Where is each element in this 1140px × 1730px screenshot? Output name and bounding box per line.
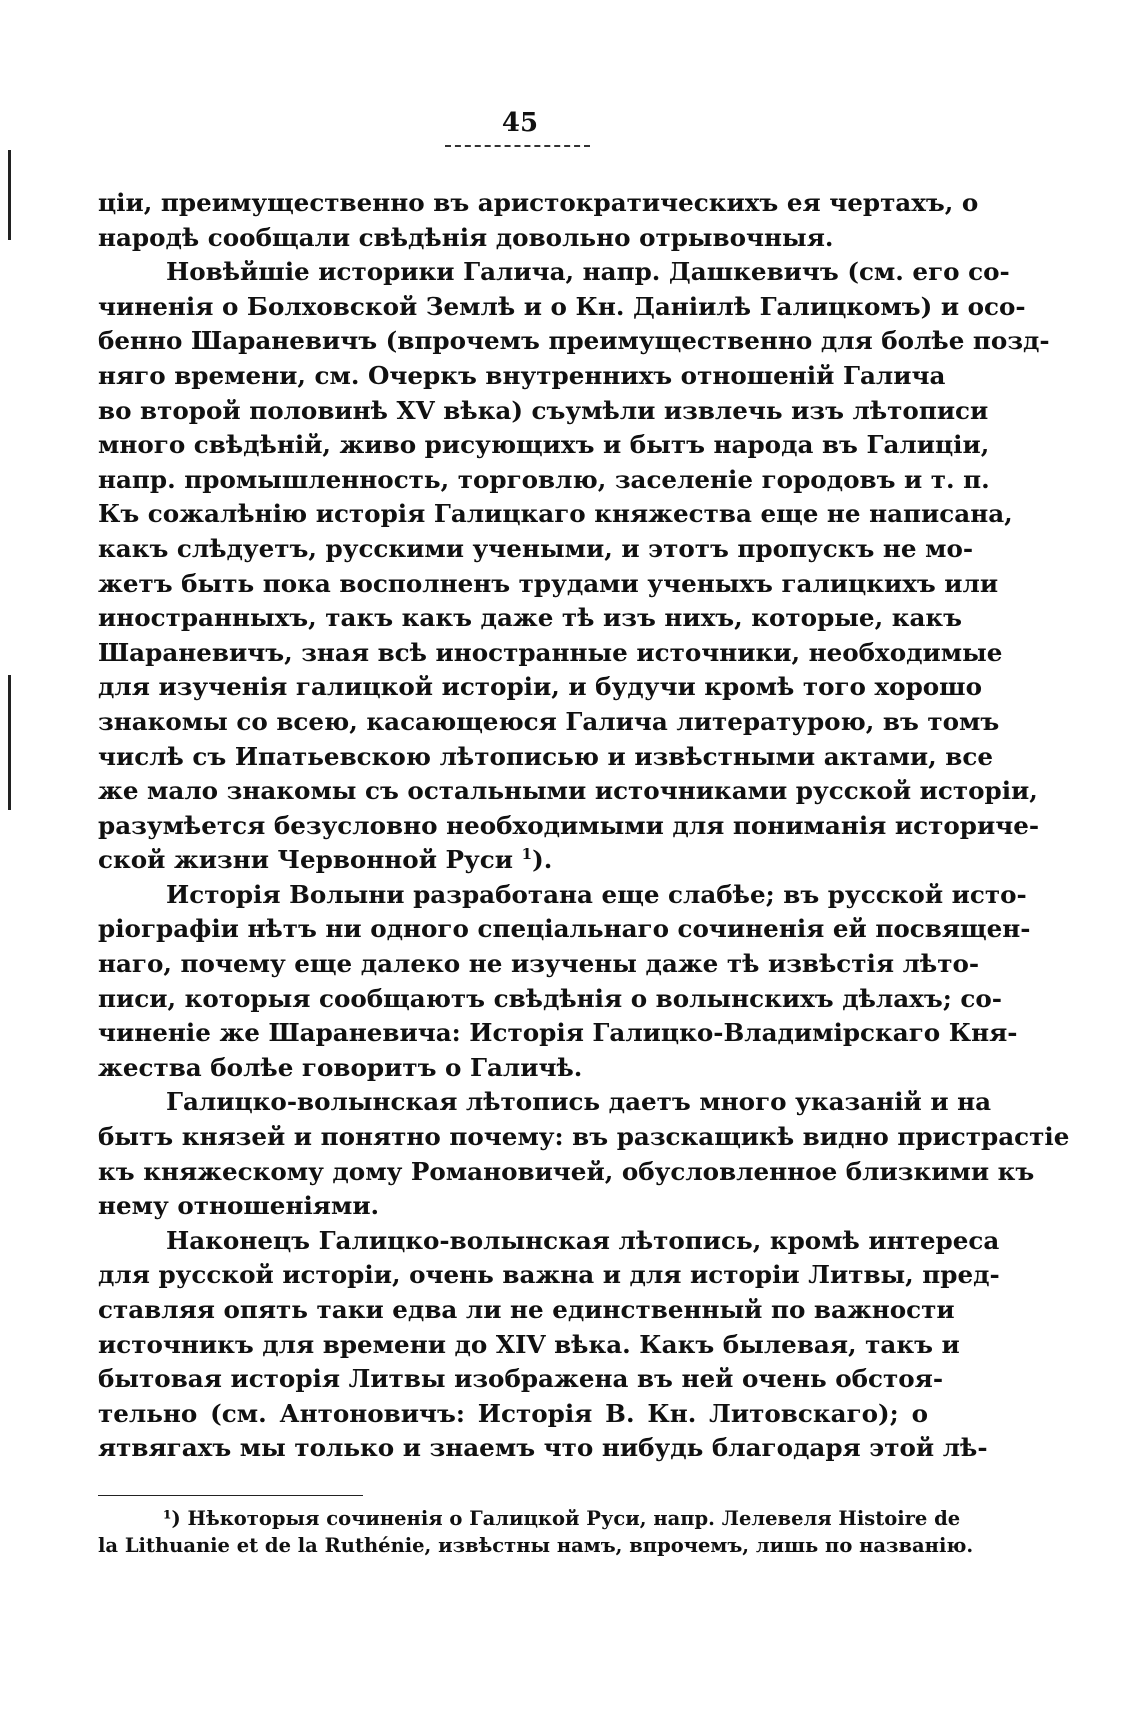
text-line: народѣ сообщали свѣдѣнія довольно отрывочныя. [98, 222, 834, 252]
text-line: напр. промышленность, торговлю, заселеніе городовъ и т. п. [98, 464, 990, 494]
text-line: жества болѣе говоритъ о Галичѣ. [98, 1052, 583, 1082]
text-line: тельно (см. Антоновичъ: Исторія В. Кн. Литовскаго); о [98, 1398, 928, 1428]
text-line [98, 843, 928, 878]
footnote-line: la Lithuanie et de la Ruthénie, извѣстны намъ, впрочемъ, лишь по названію. [98, 1534, 974, 1557]
text-line: много свѣдѣній, живо рисующихъ и бытъ народа въ Галиціи, [98, 430, 990, 460]
text-line: Къ сожалѣнію исторія Галицкаго княжества еще не написана, [98, 499, 1013, 529]
footnote-line: ¹) Нѣкоторыя сочиненія о Галицкой Руси, напр. Лелевеля Histoire de [163, 1507, 961, 1530]
text-line: бенно Шараневичъ (впрочемъ преимущественно для болѣе позд- [98, 326, 1050, 356]
main-text [98, 186, 1070, 1466]
paragraph-start: Наконецъ Галицко-волынская лѣтопись, кромѣ интереса [166, 1225, 1000, 1255]
paragraph-start: Исторія Волыни разработана еще слабѣе; въ русской исто- [166, 879, 1027, 909]
text-line: для русской исторіи, очень важна и для исторіи Литвы, пред- [98, 1260, 1000, 1290]
text-line: нему отношеніями. [98, 1191, 380, 1221]
text-line: ціи, преимущественно въ аристократическихъ ея чертахъ, о [98, 188, 979, 217]
paragraph-start: Галицко-волынская лѣтопись даетъ много указаній и на [166, 1087, 992, 1117]
text-line: бытовая исторія Литвы изображена въ ней очень обстоя- [98, 1364, 944, 1394]
footnote-marker: 1 [521, 845, 533, 864]
margin-bracket-middle [8, 675, 11, 810]
text-line: чиненіе же Шараневича: Исторія Галицко-Владимірскаго Кня- [98, 1018, 1018, 1048]
footnote-divider [98, 1495, 363, 1496]
text-line: жетъ быть пока восполненъ трудами ученыхъ галицкихъ или [98, 568, 999, 598]
text-line: же мало знакомы съ остальными источниками русской исторіи, [98, 776, 1038, 806]
paragraph-start: Новѣйшіе историки Галича, напр. Дашкевичъ (см. его со- [166, 257, 1010, 287]
text-line: числѣ съ Ипатьевскою лѣтописью и извѣстными актами, все [98, 741, 994, 771]
text-line: ставляя опять таки едва ли не единственный по важности [98, 1295, 955, 1324]
text-line: бытъ князей и понятно почему: въ разскащикѣ видно пристрастіе [98, 1122, 1070, 1152]
header-divider [445, 145, 590, 147]
page-number: 45 [501, 108, 539, 138]
text-line: къ княжескому дому Романовичей, обусловленное близкими къ [98, 1156, 1035, 1186]
text-line: няго времени, см. Очеркъ внутреннихъ отношеній Галича [98, 360, 946, 390]
text-line: ятвягахъ мы только и знаемъ что нибудь благодаря этой лѣ- [98, 1433, 988, 1463]
text-line-content: ской жизни Червонной Руси [98, 845, 513, 875]
margin-bracket-top [8, 150, 11, 240]
text-line: ріографіи нѣтъ ни одного спеціальнаго сочиненія ей посвящен- [98, 914, 1031, 944]
text-line: источникъ для времени до XIV вѣка. Какъ былевая, такъ и [98, 1329, 960, 1359]
footnote-marker-close: ). [532, 845, 553, 875]
text-line: разумѣется безусловно необходимыми для пониманія историче- [98, 810, 1040, 840]
text-line: какъ слѣдуетъ, русскими учеными, и этотъ пропускъ не мо- [98, 533, 974, 563]
text-line: для изученія галицкой исторіи, и будучи кромѣ того хорошо [98, 672, 983, 702]
text-line: чиненія о Болховской Землѣ и о Кн. Даніилѣ Галицкомъ) и осо- [98, 291, 1026, 321]
text-line: наго, почему еще далеко не изучены даже тѣ извѣстія лѣто- [98, 949, 980, 979]
text-line: во второй половинѣ XV вѣка) съумѣли извлечь изъ лѣтописи [98, 395, 989, 425]
text-line: Шараневичъ, зная всѣ иностранные источники, необходимые [98, 637, 1003, 667]
footnotes [98, 1505, 974, 1559]
text-line: знакомы со всею, касающеюся Галича литературою, въ томъ [98, 706, 1000, 736]
text-line: писи, которыя сообщаютъ свѣдѣнія о волынскихъ дѣлахъ; со- [98, 983, 1002, 1013]
text-line: иностранныхъ, такъ какъ даже тѣ изъ нихъ, которые, какъ [98, 603, 963, 633]
